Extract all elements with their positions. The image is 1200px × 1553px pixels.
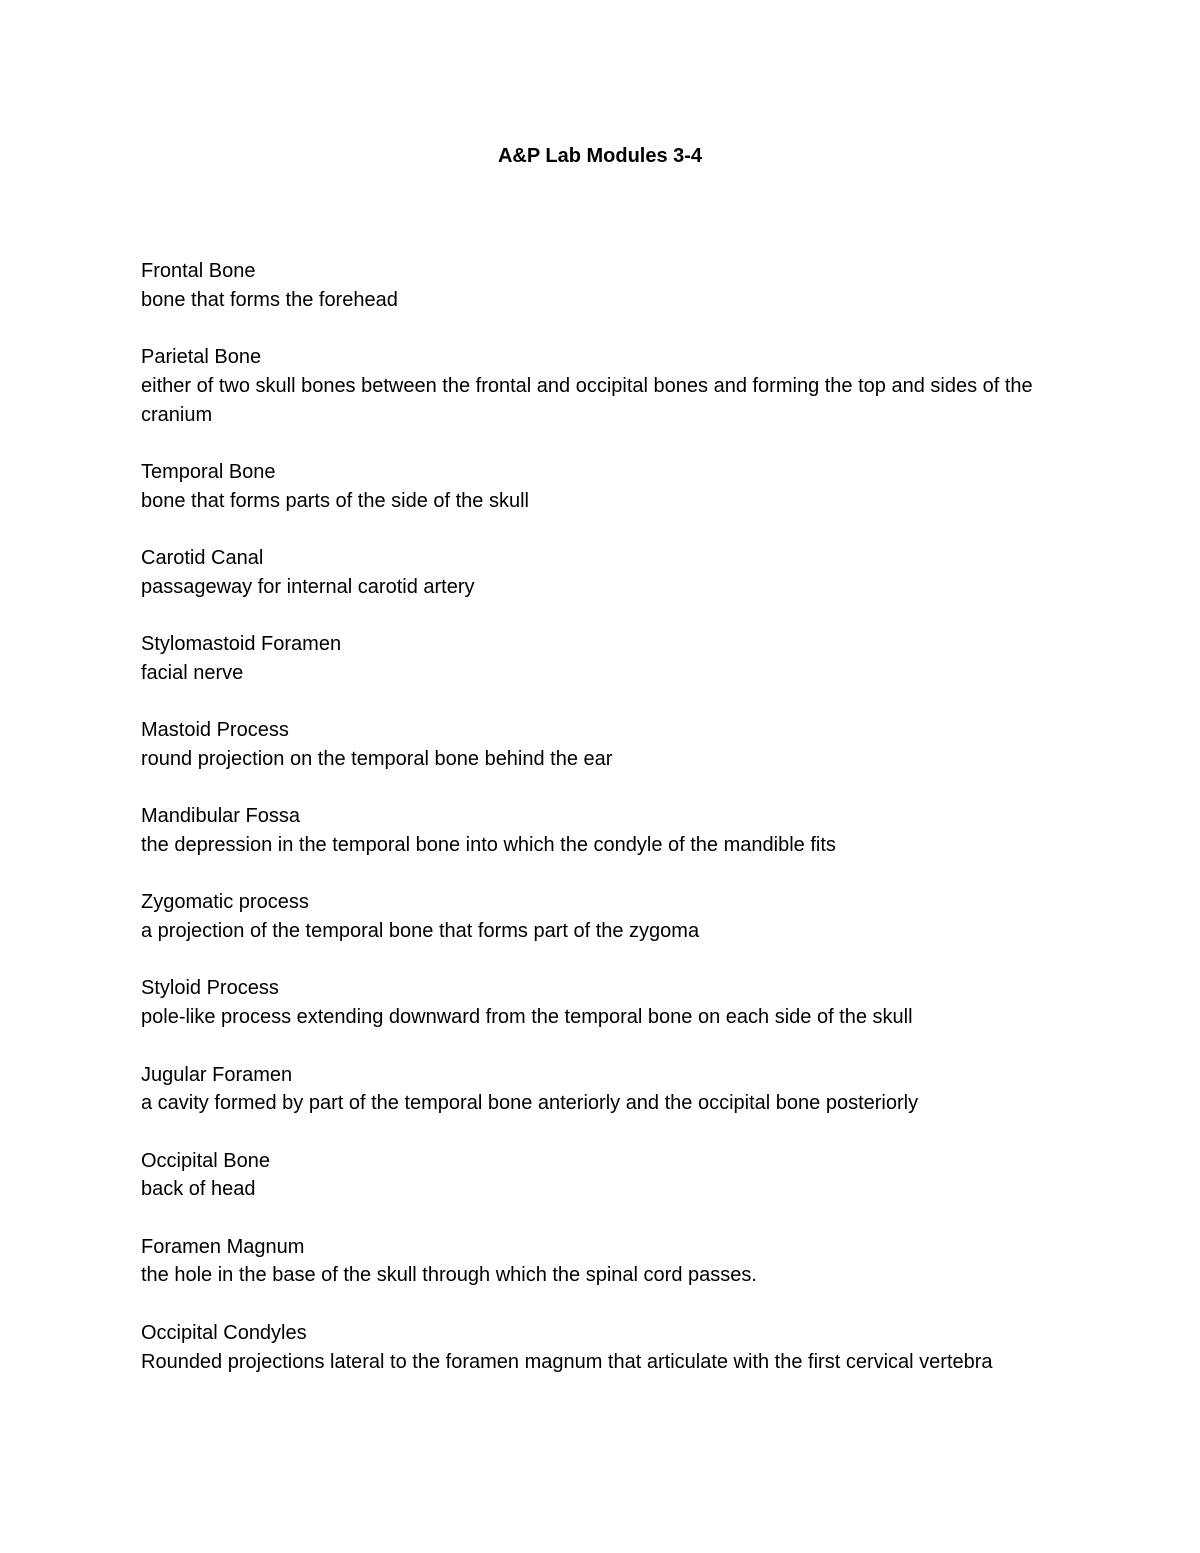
term-name: Mandibular Fossa	[141, 805, 300, 828]
term-name: Stylomastoid Foramen	[141, 633, 342, 656]
term-definition: passageway for internal carotid artery	[141, 575, 475, 598]
term-name: Parietal Bone	[141, 346, 262, 369]
term-definition: the depression in the temporal bone into which the condyle of the mandible fits	[141, 833, 836, 856]
term-list	[141, 257, 1066, 1405]
term-entry	[141, 343, 1066, 429]
term-entry	[141, 544, 1066, 601]
term-definition: back of head	[141, 1178, 256, 1201]
term-definition: a cavity formed by part of the temporal bone anteriorly and the occipital bone posteriorly	[141, 1092, 919, 1115]
term-definition: facial nerve	[141, 661, 244, 684]
term-name: Zygomatic process	[141, 891, 309, 914]
term-definition: round projection on the temporal bone behind the ear	[141, 747, 613, 770]
term-entry	[141, 716, 1066, 773]
term-name: Styloid Process	[141, 977, 279, 1000]
term-name: Frontal Bone	[141, 260, 256, 282]
term-entry	[141, 458, 1066, 515]
term-entry	[141, 257, 1066, 314]
term-entry	[141, 1061, 1066, 1118]
term-entry	[141, 1319, 1066, 1376]
term-entry	[141, 1147, 1066, 1204]
document-title: A&P Lab Modules 3-4	[497, 145, 703, 167]
term-definition: the hole in the base of the skull through which the spinal cord passes.	[141, 1264, 757, 1287]
term-definition: pole-like process extending downward from the temporal bone on each side of the skull	[141, 1006, 913, 1029]
term-definition: Rounded projections lateral to the foramen magnum that articulate with the first cervical vertebra	[141, 1350, 993, 1373]
term-definition: either of two skull bones between the frontal and occipital bones and forming the top and sides of the cranium	[141, 374, 1033, 426]
term-name: Mastoid Process	[141, 719, 289, 742]
term-entry	[141, 888, 1066, 945]
term-definition: a projection of the temporal bone that forms part of the zygoma	[141, 920, 700, 943]
term-name: Occipital Condyles	[141, 1321, 307, 1344]
term-entry	[141, 974, 1066, 1031]
term-entry	[141, 802, 1066, 859]
term-name: Jugular Foramen	[141, 1063, 293, 1086]
term-name: Foramen Magnum	[141, 1235, 305, 1258]
term-name: Carotid Canal	[141, 546, 264, 569]
term-entry	[141, 630, 1066, 687]
term-name: Temporal Bone	[141, 460, 276, 483]
term-entry	[141, 1233, 1066, 1290]
term-name: Occipital Bone	[141, 1149, 270, 1172]
term-definition: bone that forms parts of the side of the skull	[141, 489, 529, 512]
term-definition: bone that forms the forehead	[141, 288, 398, 311]
